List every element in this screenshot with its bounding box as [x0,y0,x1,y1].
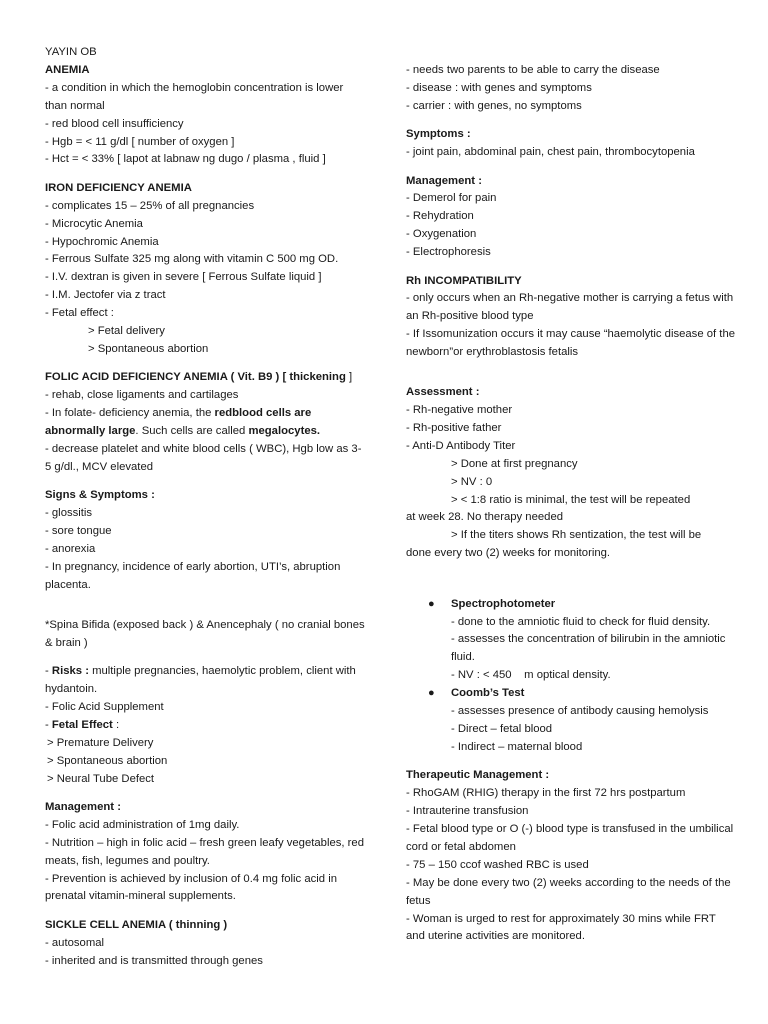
document-title: YAYIN OB [45,46,97,58]
therapeutic-line: - RhoGAM (RHIG) therapy in the first 72 hrs postpartum [406,787,686,800]
signs-line: - In pregnancy, incidence of early abortion, UTI’s, abruption placenta. [45,560,341,591]
sickle-continued-line: - carrier : with genes, no symptoms [406,99,582,112]
sickle-line: - autosomal [45,936,105,949]
sickle-continued-line: - needs two parents to be able to carry the disease [406,64,660,76]
titer-sub-item: > If the titers shows Rh sentization, the test will be [451,529,702,542]
spectro-line: - assesses the concentration of bilirubin in the amniotic fluid. [451,633,726,664]
titer-sub-item-cont: done every two (2) weeks for monitoring. [406,547,611,560]
folic-line: - rehab, close ligaments and cartilages [45,389,239,402]
iron-line: - Fetal effect : [45,307,114,320]
management-line: - Prevention is achieved by inclusion of 0.4 mg folic acid in prenatal vitamin-mineral supplements. [45,872,337,903]
coombs-line: - assesses presence of antibody causing hemolysis [451,705,709,718]
anemia-heading: ANEMIA [45,63,90,76]
bullet-icon: ● [428,597,435,610]
fetal-effect-item: > Premature Delivery [47,736,154,749]
therapeutic-management-heading: Therapeutic Management : [406,769,550,782]
therapeutic-line: - Intrauterine transfusion [406,805,529,818]
folic-supplement-line: - Folic Acid Supplement [45,700,164,713]
therapeutic-line: - 75 – 150 ccof washed RBC is used [406,858,589,871]
anemia-line: - Hgb = < 11 g/dl [ number of oxygen ] [45,135,235,148]
assessment-line: - Rh-positive father [406,421,502,434]
folic-acid-heading: FOLIC ACID DEFICIENCY ANEMIA ( Vit. B9 ) [ thickening ] [45,371,353,384]
iron-deficiency-heading: IRON DEFICIENCY ANEMIA [45,181,192,194]
iron-line: - I.V. dextran is given in severe [ Ferrous Sulfate liquid ] [45,271,322,284]
right-management-line: - Electrophoresis [406,246,491,259]
therapeutic-line: - Woman is urged to rest for approximately 30 mins while FRT and uterine activities are monitored. [406,912,716,943]
coombs-line: - Indirect – maternal blood [451,740,583,753]
signs-line: - glossitis [45,507,93,520]
titer-sub-item: > < 1:8 ratio is minimal, the test will be repeated [451,493,691,506]
right-management-line: - Oxygenation [406,228,477,241]
coombs-line: - Direct – fetal blood [451,723,553,735]
therapeutic-line: - Fetal blood type or O (-) blood type is transfused in the umbilical cord or fetal abdomen [406,823,734,853]
symptoms-line: - joint pain, abdominal pain, chest pain, thrombocytopenia [406,146,695,159]
fetal-effect-item: > Spontaneous abortion [47,754,168,767]
coombs-test-item: ● Coomb’s Test [406,685,736,703]
titer-sub-item-cont: at week 28. No therapy needed [406,511,564,524]
iron-sub-item: > Fetal delivery [88,325,165,338]
folic-line: - decrease platelet and white blood cells ( WBC), Hgb low as 3-5 g/dl., MCV elevated [45,443,362,473]
bullet-icon: ● [428,687,435,700]
assessment-line: - Rh-negative mother [406,404,513,416]
left-column [45,44,365,971]
spectrophotometer-item: ● Spectrophotometer [406,596,736,614]
spectro-line: - done to the amniotic fluid to check for fluid density. [451,615,711,628]
anemia-line: - red blood cell insufficiency [45,117,184,130]
symptoms-heading: Symptoms : [406,128,471,141]
sickle-continued-line: - disease : with genes and symptoms [406,81,592,94]
rh-line: - If Issomunization occurs it may cause “haemolytic disease of the newborn”or erythroblastosis fetalis [406,328,736,359]
rh-line: - only occurs when an Rh-negative mother is carrying a fetus with an Rh-positive blood type [406,292,734,323]
risks-line: - Risks : multiple pregnancies, haemolytic problem, client with hydantoin. [45,665,356,695]
iron-line: - Microcytic Anemia [45,217,143,230]
anemia-definition: - a condition in which the hemoglobin concentration is lower than normal [45,81,344,112]
iron-line: - complicates 15 – 25% of all pregnancies [45,199,255,212]
signs-line: - anorexia [45,543,96,556]
signs-symptoms-heading: Signs & Symptoms : [45,489,155,502]
sickle-line: - inherited and is transmitted through genes [45,954,263,967]
fetal-effect-line: - Fetal Effect : [45,718,120,731]
spectro-line: - NV : < 450 m optical density. [451,669,611,682]
rh-incompatibility-heading: Rh INCOMPATIBILITY [406,274,522,287]
titer-sub-item: > Done at first pregnancy [451,457,578,470]
iron-line: - Ferrous Sulfate 325 mg along with vitamin C 500 mg OD. [45,253,339,266]
fetal-effect-item: > Neural Tube Defect [47,772,155,785]
folic-megalocyte-line: - In folate- deficiency anemia, the redblood cells are abnormally large. Such cells are called megalocytes. [45,407,321,438]
iron-line: - I.M. Jectofer via z tract [45,289,166,302]
titer-sub-item: > NV : 0 [451,475,493,488]
right-management-line: - Demerol for pain [406,192,497,205]
anemia-line: - Hct = < 33% [ lapot at labnaw ng dugo / plasma , fluid ] [45,153,326,166]
management-line: - Nutrition – high in folic acid – fresh green leafy vegetables, red meats, fish, legumes and poultry. [45,836,364,867]
therapeutic-line: - May be done every two (2) weeks according to the needs of the fetus [406,876,731,907]
signs-line: - sore tongue [45,525,112,538]
right-column [406,62,736,946]
spina-bifida-note: *Spina Bifida (exposed back ) & Anencephaly ( no cranial bones & brain ) [45,618,365,649]
management-line: - Folic acid administration of 1mg daily. [45,818,240,831]
assessment-heading: Assessment : [406,386,480,399]
right-management-heading: Management : [406,174,482,187]
iron-sub-item: > Spontaneous abortion [88,343,209,355]
assessment-line: - Anti-D Antibody Titer [406,439,516,452]
management-heading: Management : [45,800,121,813]
sickle-cell-heading: SICKLE CELL ANEMIA ( thinning ) [45,918,228,931]
right-management-line: - Rehydration [406,210,474,223]
iron-line: - Hypochromic Anemia [45,235,159,248]
